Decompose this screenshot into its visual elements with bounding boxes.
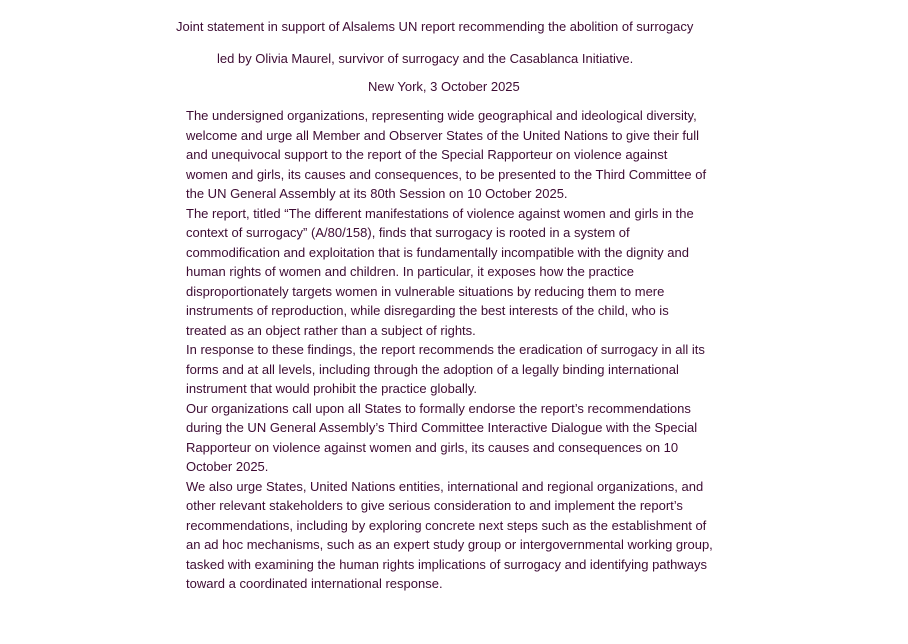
body-line: Rapporteur on violence against women and girls, its causes and consequences on 10 xyxy=(186,439,679,455)
body-line: context of surrogacy” (A/80/158), finds that surrogacy is rooted in a system of xyxy=(186,225,630,240)
body-line: the UN General Assembly at its 80th Session on 10 October 2025. xyxy=(186,186,568,201)
statement-body xyxy=(186,106,898,594)
body-line: an ad hoc mechanisms, such as an expert study group or intergovernmental working group, xyxy=(186,537,713,552)
body-line: disproportionately targets women in vulnerable situations by reducing them to mere xyxy=(186,283,665,299)
body-line: instrument that would prohibit the practice globally. xyxy=(186,381,477,396)
body-line: The undersigned organizations, representing wide geographical and ideological diversity, xyxy=(186,108,697,123)
body-line: recommendations, including by exploring concrete next steps such as the establishment of xyxy=(186,517,707,533)
body-line: commodification and exploitation that is fundamentally incompatible with the dignity and xyxy=(186,244,689,260)
body-line: Our organizations call upon all States to formally endorse the report’s recommendations xyxy=(186,400,691,416)
body-line: during the UN General Assembly’s Third Committee Interactive Dialogue with the Special xyxy=(186,420,698,435)
body-line: tasked with examining the human rights implications of surrogacy and identifying pathways xyxy=(186,556,707,572)
body-line: women and girls, its causes and consequences, to be presented to the Third Committee of xyxy=(186,166,707,182)
body-line: instruments of reproduction, while disregarding the best interests of the child, who is xyxy=(186,303,669,318)
body-line: and unequivocal support to the report of the Special Rapporteur on violence against xyxy=(186,147,668,162)
body-line: The report, titled “The different manifestations of violence against women and girls in the xyxy=(186,205,694,221)
body-line: We also urge States, United Nations entities, international and regional organizations, and xyxy=(186,478,704,494)
body-line: October 2025. xyxy=(186,459,269,474)
body-line: human rights of women and children. In particular, it exposes how the practice xyxy=(186,264,635,279)
document-subtitle: led by Olivia Maurel, survivor of surrogacy and the Casablanca Initiative. xyxy=(217,51,634,66)
body-line: other relevant stakeholders to give serious consideration to and implement the report’s xyxy=(186,498,683,513)
body-line: toward a coordinated international response. xyxy=(186,576,443,591)
body-line: In response to these findings, the report recommends the eradication of surrogacy in all its xyxy=(186,342,705,357)
dateline: New York, 3 October 2025 xyxy=(368,79,520,94)
body-line: treated as an object rather than a subject of rights. xyxy=(186,322,476,338)
body-line: welcome and urge all Member and Observer States of the United Nations to give their full xyxy=(186,127,700,143)
document-title: Joint statement in support of Alsalems UN report recommending the abolition of surrogacy xyxy=(176,19,694,34)
body-line: forms and at all levels, including through the adoption of a legally binding international xyxy=(186,361,679,377)
